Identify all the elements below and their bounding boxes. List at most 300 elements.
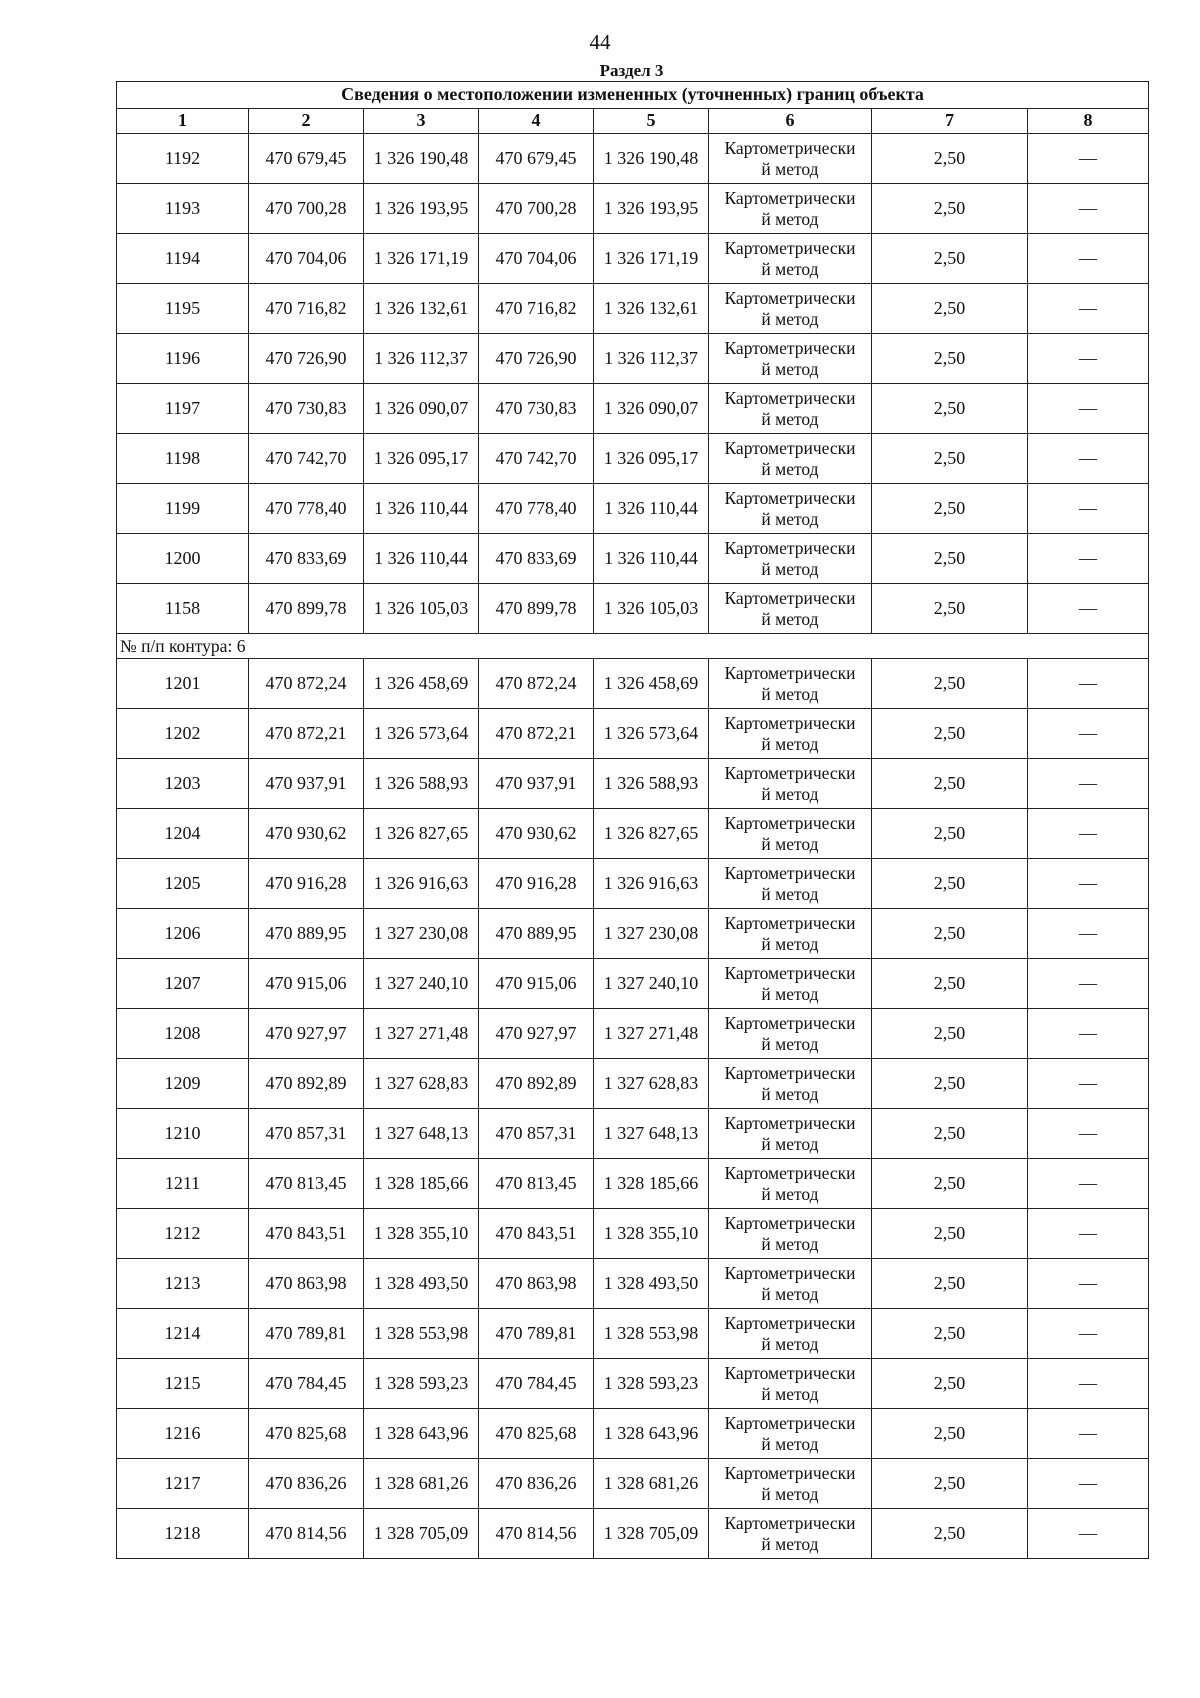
x-new-cell: 470 937,91 [479, 759, 594, 809]
accuracy-cell: 2,50 [872, 584, 1028, 634]
x-existing-cell: 470 863,98 [249, 1259, 364, 1309]
y-existing-cell: 1 328 681,26 [364, 1459, 479, 1509]
method-line2: й метод [761, 1183, 819, 1204]
y-existing-cell: 1 328 185,66 [364, 1159, 479, 1209]
method-cell [709, 484, 872, 534]
x-existing-cell: 470 857,31 [249, 1109, 364, 1159]
method-line1: Картометрически [724, 863, 856, 884]
method-line2: й метод [761, 558, 819, 579]
x-new-cell: 470 814,56 [479, 1509, 594, 1559]
table-row [117, 809, 1149, 859]
dash-cell: — [1028, 1209, 1149, 1259]
y-existing-cell: 1 328 593,23 [364, 1359, 479, 1409]
x-existing-cell: 470 872,21 [249, 709, 364, 759]
method-line2: й метод [761, 983, 819, 1004]
method-line1: Картометрически [724, 1263, 856, 1284]
y-new-cell: 1 328 185,66 [594, 1159, 709, 1209]
dash-cell: — [1028, 334, 1149, 384]
x-new-cell: 470 889,95 [479, 909, 594, 959]
y-existing-cell: 1 327 240,10 [364, 959, 479, 1009]
table-row [117, 959, 1149, 1009]
accuracy-cell: 2,50 [872, 1409, 1028, 1459]
dash-cell: — [1028, 1409, 1149, 1459]
method-cell [709, 709, 872, 759]
method-line2: й метод [761, 733, 819, 754]
table-row [117, 1509, 1149, 1559]
table-row [117, 759, 1149, 809]
method-line2: й метод [761, 1383, 819, 1404]
y-existing-cell: 1 326 827,65 [364, 809, 479, 859]
method-cell [709, 1209, 872, 1259]
accuracy-cell: 2,50 [872, 759, 1028, 809]
x-existing-cell: 470 836,26 [249, 1459, 364, 1509]
y-existing-cell: 1 328 493,50 [364, 1259, 479, 1309]
y-new-cell: 1 327 628,83 [594, 1059, 709, 1109]
accuracy-cell: 2,50 [872, 284, 1028, 334]
x-new-cell: 470 742,70 [479, 434, 594, 484]
x-existing-cell: 470 930,62 [249, 809, 364, 859]
x-new-cell: 470 789,81 [479, 1309, 594, 1359]
column-header: 2 [249, 109, 364, 134]
method-line1: Картометрически [724, 588, 856, 609]
table-row [117, 1359, 1149, 1409]
table-row [117, 1059, 1149, 1109]
dash-cell: — [1028, 184, 1149, 234]
dash-cell: — [1028, 1459, 1149, 1509]
method-line1: Картометрически [724, 388, 856, 409]
table-row [117, 709, 1149, 759]
method-line2: й метод [761, 1483, 819, 1504]
x-new-cell: 470 863,98 [479, 1259, 594, 1309]
dash-cell: — [1028, 134, 1149, 184]
table-row [117, 184, 1149, 234]
table-row [117, 1309, 1149, 1359]
method-line2: й метод [761, 458, 819, 479]
column-header: 5 [594, 109, 709, 134]
accuracy-cell: 2,50 [872, 1109, 1028, 1159]
y-new-cell: 1 326 090,07 [594, 384, 709, 434]
method-line1: Картометрически [724, 138, 856, 159]
point-number-cell: 1217 [117, 1459, 249, 1509]
method-line2: й метод [761, 1033, 819, 1054]
method-line2: й метод [761, 1083, 819, 1104]
accuracy-cell: 2,50 [872, 384, 1028, 434]
dash-cell: — [1028, 659, 1149, 709]
x-new-cell: 470 778,40 [479, 484, 594, 534]
method-line1: Картометрически [724, 913, 856, 934]
contour-row [117, 634, 1149, 659]
point-number-cell: 1213 [117, 1259, 249, 1309]
y-existing-cell: 1 328 705,09 [364, 1509, 479, 1559]
dash-cell: — [1028, 534, 1149, 584]
column-header-row [117, 109, 1149, 134]
y-new-cell: 1 327 230,08 [594, 909, 709, 959]
accuracy-cell: 2,50 [872, 334, 1028, 384]
y-new-cell: 1 326 916,63 [594, 859, 709, 909]
x-new-cell: 470 784,45 [479, 1359, 594, 1409]
point-number-cell: 1210 [117, 1109, 249, 1159]
dash-cell: — [1028, 859, 1149, 909]
table-row [117, 484, 1149, 534]
y-new-cell: 1 328 593,23 [594, 1359, 709, 1409]
accuracy-cell: 2,50 [872, 134, 1028, 184]
table-row [117, 434, 1149, 484]
table-row [117, 384, 1149, 434]
dash-cell: — [1028, 1359, 1149, 1409]
dash-cell: — [1028, 434, 1149, 484]
x-existing-cell: 470 778,40 [249, 484, 364, 534]
y-new-cell: 1 326 132,61 [594, 284, 709, 334]
x-existing-cell: 470 915,06 [249, 959, 364, 1009]
table-row [117, 1009, 1149, 1059]
y-new-cell: 1 326 095,17 [594, 434, 709, 484]
method-line2: й метод [761, 358, 819, 379]
method-cell [709, 1309, 872, 1359]
y-existing-cell: 1 327 271,48 [364, 1009, 479, 1059]
x-existing-cell: 470 814,56 [249, 1509, 364, 1559]
y-new-cell: 1 328 705,09 [594, 1509, 709, 1559]
accuracy-cell: 2,50 [872, 1359, 1028, 1409]
x-existing-cell: 470 927,97 [249, 1009, 364, 1059]
y-existing-cell: 1 326 171,19 [364, 234, 479, 284]
method-line2: й метод [761, 1133, 819, 1154]
x-new-cell: 470 930,62 [479, 809, 594, 859]
column-header: 3 [364, 109, 479, 134]
x-existing-cell: 470 889,95 [249, 909, 364, 959]
y-existing-cell: 1 326 112,37 [364, 334, 479, 384]
y-existing-cell: 1 326 105,03 [364, 584, 479, 634]
method-line1: Картометрически [724, 713, 856, 734]
x-existing-cell: 470 899,78 [249, 584, 364, 634]
method-line1: Картометрически [724, 663, 856, 684]
accuracy-cell: 2,50 [872, 1059, 1028, 1109]
y-existing-cell: 1 326 588,93 [364, 759, 479, 809]
column-header: 7 [872, 109, 1028, 134]
y-existing-cell: 1 326 110,44 [364, 484, 479, 534]
table-row [117, 1259, 1149, 1309]
method-line2: й метод [761, 258, 819, 279]
method-line1: Картометрически [724, 813, 856, 834]
point-number-cell: 1199 [117, 484, 249, 534]
method-line2: й метод [761, 508, 819, 529]
dash-cell: — [1028, 959, 1149, 1009]
table-row [117, 234, 1149, 284]
table-row [117, 134, 1149, 184]
point-number-cell: 1203 [117, 759, 249, 809]
method-cell [709, 659, 872, 709]
method-line1: Картометрически [724, 1463, 856, 1484]
x-new-cell: 470 872,24 [479, 659, 594, 709]
method-cell [709, 1359, 872, 1409]
accuracy-cell: 2,50 [872, 1459, 1028, 1509]
y-existing-cell: 1 328 643,96 [364, 1409, 479, 1459]
table-row [117, 334, 1149, 384]
x-new-cell: 470 916,28 [479, 859, 594, 909]
x-existing-cell: 470 843,51 [249, 1209, 364, 1259]
method-line2: й метод [761, 783, 819, 804]
point-number-cell: 1208 [117, 1009, 249, 1059]
method-line1: Картометрически [724, 1413, 856, 1434]
accuracy-cell: 2,50 [872, 484, 1028, 534]
y-existing-cell: 1 326 132,61 [364, 284, 479, 334]
x-existing-cell: 470 892,89 [249, 1059, 364, 1109]
y-existing-cell: 1 326 095,17 [364, 434, 479, 484]
method-cell [709, 1009, 872, 1059]
y-new-cell: 1 327 648,13 [594, 1109, 709, 1159]
dash-cell: — [1028, 384, 1149, 434]
point-number-cell: 1209 [117, 1059, 249, 1109]
table-row [117, 1159, 1149, 1209]
method-line2: й метод [761, 1433, 819, 1454]
y-new-cell: 1 326 193,95 [594, 184, 709, 234]
x-new-cell: 470 892,89 [479, 1059, 594, 1109]
accuracy-cell: 2,50 [872, 1009, 1028, 1059]
x-new-cell: 470 836,26 [479, 1459, 594, 1509]
y-existing-cell: 1 327 628,83 [364, 1059, 479, 1109]
y-new-cell: 1 326 110,44 [594, 534, 709, 584]
y-new-cell: 1 328 553,98 [594, 1309, 709, 1359]
accuracy-cell: 2,50 [872, 709, 1028, 759]
table-row [117, 534, 1149, 584]
x-existing-cell: 470 716,82 [249, 284, 364, 334]
dash-cell: — [1028, 1509, 1149, 1559]
accuracy-cell: 2,50 [872, 959, 1028, 1009]
table-row [117, 909, 1149, 959]
point-number-cell: 1201 [117, 659, 249, 709]
y-new-cell: 1 327 271,48 [594, 1009, 709, 1059]
accuracy-cell: 2,50 [872, 659, 1028, 709]
method-cell [709, 809, 872, 859]
point-number-cell: 1216 [117, 1409, 249, 1459]
x-existing-cell: 470 813,45 [249, 1159, 364, 1209]
point-number-cell: 1204 [117, 809, 249, 859]
y-new-cell: 1 326 171,19 [594, 234, 709, 284]
x-existing-cell: 470 679,45 [249, 134, 364, 184]
dash-cell: — [1028, 709, 1149, 759]
accuracy-cell: 2,50 [872, 1259, 1028, 1309]
method-line2: й метод [761, 833, 819, 854]
table-row [117, 1209, 1149, 1259]
dash-cell: — [1028, 1059, 1149, 1109]
y-existing-cell: 1 326 090,07 [364, 384, 479, 434]
point-number-cell: 1193 [117, 184, 249, 234]
x-new-cell: 470 730,83 [479, 384, 594, 434]
method-cell [709, 1459, 872, 1509]
point-number-cell: 1158 [117, 584, 249, 634]
y-new-cell: 1 326 588,93 [594, 759, 709, 809]
x-new-cell: 470 825,68 [479, 1409, 594, 1459]
method-line2: й метод [761, 308, 819, 329]
method-line1: Картометрически [724, 1063, 856, 1084]
method-cell [709, 909, 872, 959]
point-number-cell: 1192 [117, 134, 249, 184]
table-row [117, 1409, 1149, 1459]
accuracy-cell: 2,50 [872, 1509, 1028, 1559]
y-existing-cell: 1 326 916,63 [364, 859, 479, 909]
dash-cell: — [1028, 759, 1149, 809]
dash-cell: — [1028, 909, 1149, 959]
method-line2: й метод [761, 158, 819, 179]
point-number-cell: 1194 [117, 234, 249, 284]
method-cell [709, 234, 872, 284]
y-new-cell: 1 328 493,50 [594, 1259, 709, 1309]
x-existing-cell: 470 704,06 [249, 234, 364, 284]
point-number-cell: 1212 [117, 1209, 249, 1259]
point-number-cell: 1214 [117, 1309, 249, 1359]
method-line2: й метод [761, 408, 819, 429]
method-cell [709, 859, 872, 909]
method-line2: й метод [761, 1333, 819, 1354]
x-new-cell: 470 700,28 [479, 184, 594, 234]
x-existing-cell: 470 872,24 [249, 659, 364, 709]
table-row [117, 859, 1149, 909]
method-line1: Картометрически [724, 1213, 856, 1234]
method-cell [709, 1509, 872, 1559]
method-line2: й метод [761, 1233, 819, 1254]
method-line2: й метод [761, 1283, 819, 1304]
x-new-cell: 470 899,78 [479, 584, 594, 634]
method-cell [709, 134, 872, 184]
method-cell [709, 1109, 872, 1159]
x-existing-cell: 470 916,28 [249, 859, 364, 909]
point-number-cell: 1202 [117, 709, 249, 759]
accuracy-cell: 2,50 [872, 1209, 1028, 1259]
method-cell [709, 959, 872, 1009]
point-number-cell: 1206 [117, 909, 249, 959]
method-cell [709, 334, 872, 384]
y-new-cell: 1 326 573,64 [594, 709, 709, 759]
method-line1: Картометрически [724, 1313, 856, 1334]
method-line1: Картометрически [724, 188, 856, 209]
point-number-cell: 1196 [117, 334, 249, 384]
y-existing-cell: 1 328 553,98 [364, 1309, 479, 1359]
y-existing-cell: 1 328 355,10 [364, 1209, 479, 1259]
method-line2: й метод [761, 208, 819, 229]
x-new-cell: 470 872,21 [479, 709, 594, 759]
accuracy-cell: 2,50 [872, 859, 1028, 909]
x-new-cell: 470 704,06 [479, 234, 594, 284]
x-existing-cell: 470 833,69 [249, 534, 364, 584]
method-line2: й метод [761, 1533, 819, 1554]
method-line1: Картометрически [724, 763, 856, 784]
dash-cell: — [1028, 1159, 1149, 1209]
point-number-cell: 1218 [117, 1509, 249, 1559]
dash-cell: — [1028, 809, 1149, 859]
x-existing-cell: 470 742,70 [249, 434, 364, 484]
y-existing-cell: 1 327 230,08 [364, 909, 479, 959]
dash-cell: — [1028, 234, 1149, 284]
method-cell [709, 1259, 872, 1309]
y-existing-cell: 1 326 573,64 [364, 709, 479, 759]
x-new-cell: 470 857,31 [479, 1109, 594, 1159]
x-new-cell: 470 843,51 [479, 1209, 594, 1259]
method-line2: й метод [761, 608, 819, 629]
method-cell [709, 759, 872, 809]
method-line1: Картометрически [724, 1513, 856, 1534]
x-existing-cell: 470 825,68 [249, 1409, 364, 1459]
point-number-cell: 1197 [117, 384, 249, 434]
point-number-cell: 1211 [117, 1159, 249, 1209]
method-line2: й метод [761, 883, 819, 904]
dash-cell: — [1028, 1259, 1149, 1309]
method-cell [709, 384, 872, 434]
y-new-cell: 1 326 105,03 [594, 584, 709, 634]
method-line1: Картометрически [724, 963, 856, 984]
column-header: 8 [1028, 109, 1149, 134]
dash-cell: — [1028, 284, 1149, 334]
point-number-cell: 1205 [117, 859, 249, 909]
y-existing-cell: 1 326 190,48 [364, 134, 479, 184]
x-new-cell: 470 833,69 [479, 534, 594, 584]
y-new-cell: 1 326 190,48 [594, 134, 709, 184]
method-cell [709, 1059, 872, 1109]
x-existing-cell: 470 726,90 [249, 334, 364, 384]
y-existing-cell: 1 326 458,69 [364, 659, 479, 709]
x-new-cell: 470 716,82 [479, 284, 594, 334]
column-header: 4 [479, 109, 594, 134]
point-number-cell: 1207 [117, 959, 249, 1009]
x-existing-cell: 470 730,83 [249, 384, 364, 434]
table-body [117, 134, 1149, 1559]
method-cell [709, 1159, 872, 1209]
point-number-cell: 1195 [117, 284, 249, 334]
y-new-cell: 1 327 240,10 [594, 959, 709, 1009]
table-caption: Сведения о местоположении измененных (уточненных) границ объекта [117, 82, 1149, 109]
method-cell [709, 534, 872, 584]
x-existing-cell: 470 937,91 [249, 759, 364, 809]
method-cell [709, 434, 872, 484]
method-line1: Картометрически [724, 338, 856, 359]
table-row [117, 1109, 1149, 1159]
accuracy-cell: 2,50 [872, 234, 1028, 284]
y-new-cell: 1 326 827,65 [594, 809, 709, 859]
accuracy-cell: 2,50 [872, 1309, 1028, 1359]
x-new-cell: 470 927,97 [479, 1009, 594, 1059]
y-existing-cell: 1 326 110,44 [364, 534, 479, 584]
contour-label: № п/п контура: 6 [117, 634, 1149, 659]
accuracy-cell: 2,50 [872, 1159, 1028, 1209]
method-line2: й метод [761, 683, 819, 704]
x-existing-cell: 470 789,81 [249, 1309, 364, 1359]
method-line1: Картометрически [724, 488, 856, 509]
x-new-cell: 470 679,45 [479, 134, 594, 184]
method-cell [709, 284, 872, 334]
point-number-cell: 1198 [117, 434, 249, 484]
x-new-cell: 470 726,90 [479, 334, 594, 384]
y-new-cell: 1 328 681,26 [594, 1459, 709, 1509]
table-row [117, 659, 1149, 709]
method-cell [709, 584, 872, 634]
y-existing-cell: 1 327 648,13 [364, 1109, 479, 1159]
dash-cell: — [1028, 584, 1149, 634]
point-number-cell: 1200 [117, 534, 249, 584]
table-row [117, 284, 1149, 334]
column-header: 6 [709, 109, 872, 134]
accuracy-cell: 2,50 [872, 434, 1028, 484]
method-line1: Картометрически [724, 238, 856, 259]
method-line1: Картометрически [724, 538, 856, 559]
y-new-cell: 1 328 643,96 [594, 1409, 709, 1459]
x-new-cell: 470 915,06 [479, 959, 594, 1009]
method-line1: Картометрически [724, 438, 856, 459]
y-new-cell: 1 326 458,69 [594, 659, 709, 709]
x-existing-cell: 470 784,45 [249, 1359, 364, 1409]
method-line2: й метод [761, 933, 819, 954]
x-new-cell: 470 813,45 [479, 1159, 594, 1209]
dash-cell: — [1028, 1109, 1149, 1159]
page-number: 44 [589, 30, 611, 54]
dash-cell: — [1028, 484, 1149, 534]
